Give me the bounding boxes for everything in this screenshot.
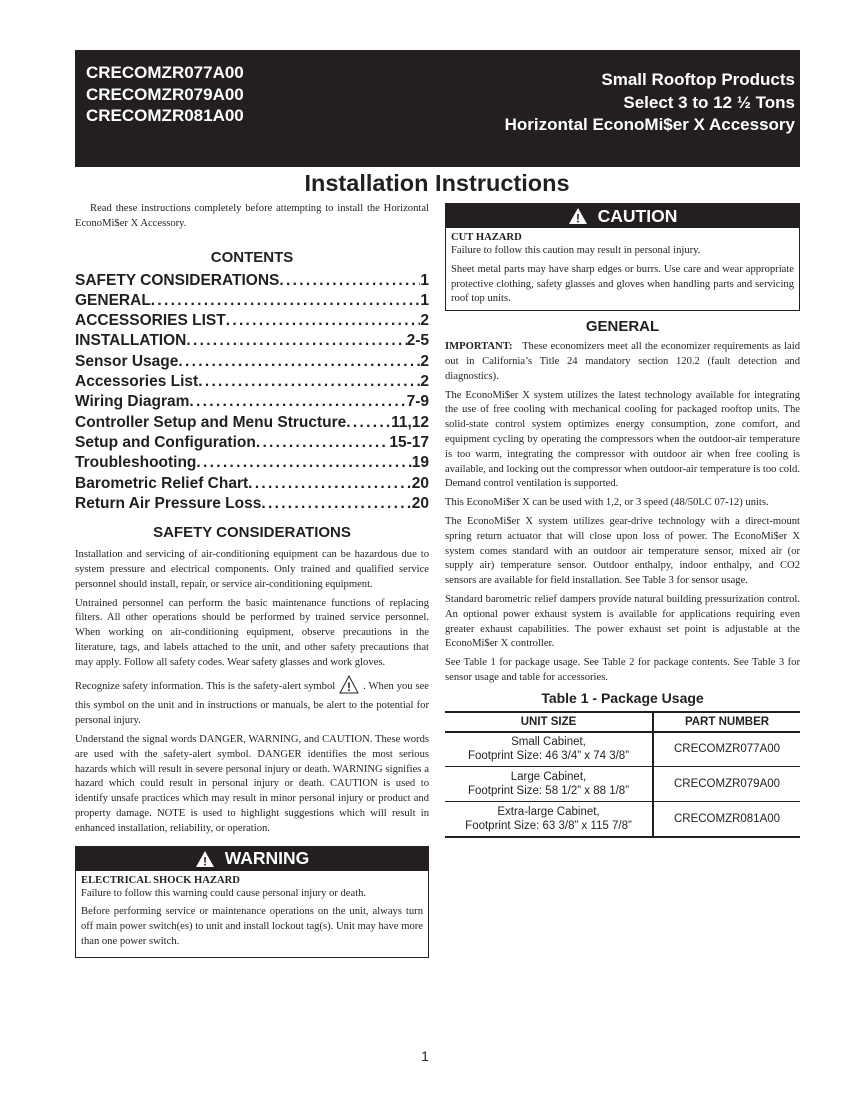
toc-page: 20 xyxy=(411,474,429,492)
toc-page: 20 xyxy=(411,494,429,512)
toc-leader xyxy=(256,433,390,453)
part-number-cell: CRECOMZR079A00 xyxy=(653,767,800,802)
toc-label: Return Air Pressure Loss xyxy=(75,494,262,512)
toc-leader xyxy=(151,291,421,311)
important-label: IMPORTANT: xyxy=(445,341,513,353)
toc-leader xyxy=(346,413,391,433)
caution-text: Sheet metal parts may have sharp edges or burrs. Use care and wear appropriate protective clothing, safety glasses and gloves when handling parts and servicing roof top units. xyxy=(451,263,794,305)
general-paragraph: This EconoMi$er X can be used with 1,2, or 3 speed (48/50LC 07-12) units. xyxy=(445,497,769,509)
table-row xyxy=(445,802,800,837)
column-header: PART NUMBER xyxy=(653,712,800,732)
svg-text:!: ! xyxy=(575,211,580,225)
model-number: CRECOMZR081A00 xyxy=(86,106,244,125)
general-paragraph: The EconoMi$er X system utilizes the latest technology available for integrating the use of free cooling with mechanical cooling for packaged rooftop units. The solid-state control system optimizes energy consumption, zone comfort, and equipment cycling by operating the compressors when the outdoor-air temperature is too warm, integrating the compressor with outdoor air when free cooling is available, and locking out the compressor when outdoor-air temperature is too cold. Demand control ventilation is supported. xyxy=(445,389,800,490)
document-header xyxy=(75,50,800,167)
svg-text:!: ! xyxy=(202,854,207,868)
safety-alert-paragraph xyxy=(75,675,429,729)
product-tonnage: Select 3 to 12 ½ Tons xyxy=(623,92,795,112)
svg-text:!: ! xyxy=(347,679,352,694)
toc-item[interactable] xyxy=(75,453,429,473)
safety-heading: SAFETY CONSIDERATIONS xyxy=(153,524,351,542)
toc-label: Controller Setup and Menu Structure xyxy=(75,413,347,431)
caution-label: CAUTION xyxy=(597,205,678,226)
model-numbers xyxy=(86,62,244,127)
page-title: Installation Instructions xyxy=(304,170,570,196)
table-row xyxy=(445,732,800,767)
toc-leader xyxy=(261,494,411,514)
toc-item[interactable] xyxy=(75,413,429,433)
warning-label: WARNING xyxy=(224,848,310,868)
part-number-cell: CRECOMZR077A00 xyxy=(653,732,800,767)
hazard-title: ELECTRICAL SHOCK HAZARD xyxy=(81,874,240,886)
toc-label: GENERAL xyxy=(75,291,151,309)
table-header-row xyxy=(445,712,800,732)
product-line: Small Rooftop Products xyxy=(601,70,795,89)
toc-label: Accessories List xyxy=(75,373,199,391)
toc-leader xyxy=(189,392,406,412)
toc-item[interactable] xyxy=(75,311,429,331)
toc-label: SAFETY CONSIDERATIONS xyxy=(75,271,280,289)
toc-page: 2-5 xyxy=(406,332,429,350)
toc-page: 7-9 xyxy=(406,393,429,411)
toc-label: Setup and Configuration xyxy=(75,433,256,451)
unit-size-cell xyxy=(445,802,653,837)
safety-paragraph: Installation and servicing of air-conditioning equipment can be hazardous due to system pressure and electrical components. Only trained and qualified service personnel should install, repair, or service air-conditioning equipment. xyxy=(75,549,429,590)
caution-box xyxy=(445,203,800,311)
caution-body xyxy=(446,228,799,310)
warning-body xyxy=(76,871,428,957)
part-number-cell: CRECOMZR081A00 xyxy=(653,802,800,837)
toc-page: 2 xyxy=(420,312,429,330)
general-paragraph: Standard barometric relief dampers provide natural building pressurization control. An optional power exhaust system is available for applications requiring even greater exhaust capabilities. The power exhaust set point is adjustable at the EconoMi$er X controller. xyxy=(445,593,800,650)
toc-item[interactable] xyxy=(75,372,429,392)
package-usage-table xyxy=(445,711,800,838)
footprint-size: Footprint Size: 63 3/8” x 115 7/8” xyxy=(465,819,632,832)
toc-leader xyxy=(178,352,420,372)
toc-item[interactable] xyxy=(75,474,429,494)
toc-item[interactable] xyxy=(75,271,429,291)
general-paragraph: See Table 1 for package usage. See Table 2 for package contents. See Table 3 for sensor usage and table for accessories. xyxy=(445,657,800,683)
warning-box xyxy=(75,846,429,958)
toc-leader xyxy=(226,311,421,331)
toc-item[interactable] xyxy=(75,291,429,311)
toc-page: 15-17 xyxy=(389,433,429,451)
unit-size-cell xyxy=(445,732,653,767)
page-number: 1 xyxy=(421,1048,429,1064)
toc-leader xyxy=(196,453,411,473)
right-column xyxy=(445,203,800,838)
cabinet-type: Large Cabinet, xyxy=(510,771,587,784)
footprint-size: Footprint Size: 46 3/4” x 74 3/8” xyxy=(467,750,630,763)
toc-page: 2 xyxy=(420,373,429,391)
toc-leader xyxy=(248,474,412,494)
cabinet-type: Small Cabinet, xyxy=(511,736,586,749)
footprint-size: Footprint Size: 58 1/2” x 88 1/8” xyxy=(467,785,630,798)
table-of-contents xyxy=(75,271,429,515)
general-paragraph: The EconoMi$er X system utilizes gear-drive technology with a direct-mount spring return actuator that will close upon loss of power. The EconoMi$er X system comes standard with an outdoor air temperature sensor, mixed air (or supply air) temperature sensor. Outdoor enthalpy, indoor enthalpy, and CO2 sensors are available for field installation. See Table 3 for sensor usage. xyxy=(445,515,800,587)
model-number: CRECOMZR077A00 xyxy=(86,63,244,82)
toc-label: Wiring Diagram xyxy=(75,393,190,411)
left-column xyxy=(75,202,429,958)
table-row xyxy=(445,767,800,802)
warning-text: Before performing service or maintenance operations on the unit, always turn off main power switch(es) to unit and install lockout tag(s). Unit may have more than one power switch. xyxy=(81,906,423,947)
toc-page: 19 xyxy=(411,454,429,472)
toc-item[interactable] xyxy=(75,392,429,412)
safety-alert-symbol-icon xyxy=(339,675,359,700)
toc-item[interactable] xyxy=(75,494,429,514)
safety-alert-text: . When you see this symbol on the unit and in instructions or manuals, be alert to the potential for personal injury. xyxy=(75,680,429,727)
important-text: These economizers meet all the economizer requirements as laid out in California’s Title 24 mandatory section 120.2 (fault detection and diagnostics). xyxy=(445,341,800,382)
safety-alert-text: Recognize safety information. This is the safety-alert symbol xyxy=(75,680,336,692)
toc-label: Troubleshooting xyxy=(75,454,197,472)
toc-label: Barometric Relief Chart xyxy=(75,474,249,492)
caution-line: Failure to follow this caution may result in personal injury. xyxy=(451,245,701,256)
cabinet-type: Extra-large Cabinet, xyxy=(497,805,600,818)
caution-header xyxy=(446,204,799,228)
important-paragraph xyxy=(445,340,800,384)
model-number: CRECOMZR079A00 xyxy=(86,84,244,104)
toc-page: 2 xyxy=(420,352,429,370)
hazard-title: CUT HAZARD xyxy=(451,232,522,243)
column-header: UNIT SIZE xyxy=(445,712,653,732)
toc-item[interactable] xyxy=(75,352,429,372)
warning-triangle-icon xyxy=(568,207,588,225)
toc-label: ACCESSORIES LIST xyxy=(75,312,226,330)
toc-label: Sensor Usage xyxy=(75,352,179,370)
toc-page: 11,12 xyxy=(391,413,429,431)
warning-line: Failure to follow this warning could cause personal injury or death. xyxy=(81,887,367,899)
warning-triangle-icon xyxy=(195,850,215,868)
safety-paragraph: Untrained personnel can perform the basic maintenance functions of replacing filters. All other operations should be performed by trained service personnel. When working on air-conditioning equipment, observe precautions in the literature, tags, and labels attached to the unit, and other safety precautions that may apply. Follow all safety codes. Wear safety glasses and work gloves. xyxy=(75,597,429,668)
contents-heading: CONTENTS xyxy=(210,248,294,266)
safety-paragraph: Understand the signal words DANGER, WARNING, and CAUTION. These words are used with the safety-alert symbol. DANGER identifies the most serious hazards which will result in severe personal injury or death. WARNING signifies a hazard which could result in personal injury or death. CAUTION is used to identify unsafe practices which may result in minor personal injury or product and property damage. NOTE is used to highlight suggestions which will result in enhanced installation, reliability, or operation. xyxy=(75,733,429,834)
toc-page: 1 xyxy=(420,271,429,289)
toc-label: INSTALLATION xyxy=(75,332,187,350)
toc-item[interactable] xyxy=(75,331,429,351)
toc-page: 1 xyxy=(420,291,429,309)
general-heading: GENERAL xyxy=(585,318,660,336)
table-title: Table 1 - Package Usage xyxy=(541,689,704,706)
toc-leader xyxy=(198,372,420,392)
product-name: Horizontal EconoMi$er X Accessory xyxy=(504,115,795,134)
toc-leader xyxy=(186,331,406,351)
intro-text: Read these instructions completely before attempting to install the Horizontal EconoMi$er X Accessory. xyxy=(75,203,429,229)
unit-size-cell xyxy=(445,767,653,802)
toc-leader xyxy=(279,271,420,291)
warning-header xyxy=(76,847,428,871)
product-titles xyxy=(505,69,795,137)
toc-item[interactable] xyxy=(75,433,429,453)
